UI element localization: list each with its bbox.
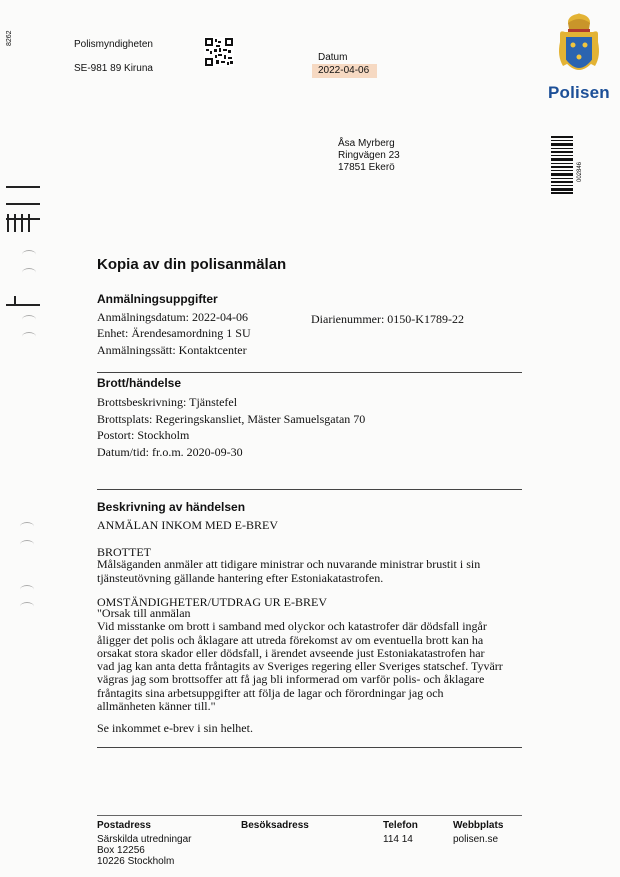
event-intro: ANMÄLAN INKOM MED E-BREV	[97, 518, 278, 532]
report-unit: Enhet: Ärendesamordning 1 SU	[97, 326, 251, 340]
webbplats: polisen.se	[453, 834, 499, 845]
omst-heading: OMSTÄNDIGHETER/UTDRAG UR E-BREV	[97, 595, 327, 609]
omst-text	[97, 607, 527, 713]
crime-postort: Postort: Stockholm	[97, 428, 190, 442]
postadress-label: Postadress	[97, 820, 151, 831]
text-line: Målsäganden anmäler att tidigare ministrar och nuvarande ministrar brustit i sin	[97, 557, 481, 571]
brott-text	[97, 557, 527, 585]
telefon-label: Telefon	[383, 820, 418, 831]
crime-description: Brottsbeskrivning: Tjänstefel	[97, 395, 238, 409]
address-line: Box 12256	[97, 845, 145, 856]
telefon: 114 14	[383, 834, 413, 845]
report-heading: Anmälningsuppgifter	[97, 292, 218, 306]
divider	[97, 372, 522, 373]
date-value: 2022-04-06	[312, 64, 377, 78]
report-date: Anmälningsdatum: 2022-04-06	[97, 310, 248, 324]
text-line: Vid misstanke om brott i samband med olyckor och katastrofer där dödsfall ingår	[97, 619, 487, 634]
recipient-street: Ringvägen 23	[338, 150, 400, 161]
logo-text: Polisen	[548, 83, 610, 102]
sender-org: Polismyndigheten	[74, 39, 153, 50]
address-line: 10226 Stockholm	[97, 856, 175, 867]
divider	[97, 747, 522, 748]
crime-datetime: Datum/tid: fr.o.m. 2020-09-30	[97, 445, 243, 459]
barcode-icon	[551, 136, 573, 194]
report-method: Anmälningssätt: Kontaktcenter	[97, 343, 247, 357]
recipient-city: 17851 Ekerö	[338, 162, 395, 173]
page-number: 8262	[6, 30, 13, 46]
sender-address: SE-981 89 Kiruna	[74, 63, 153, 74]
police-crest-icon	[557, 12, 601, 84]
text-line: fråntagits sina arbetsuppgifter att följa de lagar och förordningar jag och	[97, 685, 444, 700]
divider	[97, 489, 522, 490]
closing-text: Se inkommet e-brev i sin helhet.	[97, 721, 253, 735]
address-line: Särskilda utredningar	[97, 834, 192, 845]
event-heading: Beskrivning av händelsen	[97, 500, 246, 514]
webbplats-label: Webbplats	[453, 820, 504, 831]
text-line: åligger det polis och åklagare att utreda förekomst av om eventuella brott kan ha	[97, 632, 484, 647]
footer-divider	[97, 815, 522, 816]
barcode-number: 002846	[577, 161, 583, 182]
text-line: "Orsak till anmälan	[97, 606, 191, 620]
postadress	[97, 834, 192, 867]
date-label: Datum	[318, 52, 348, 63]
text-line: tjänsteutövning gällande hantering efter Estoniakatastrofen.	[97, 571, 384, 585]
diary-number: Diarienummer: 0150-K1789-22	[311, 312, 464, 326]
crime-heading: Brott/händelse	[97, 376, 182, 390]
text-line: vad jag kan anta detta fråntagits av Sveriges regering eller Sveriges statschef. Tyvärr	[97, 659, 503, 674]
recipient-name: Åsa Myrberg	[338, 138, 395, 149]
text-line: allmänheten känner till."	[97, 699, 216, 714]
text-line: orsakat stora skador eller dödsfall, i ärendet avseende just Estoniakatastrofen har	[97, 645, 485, 660]
crime-place: Brottsplats: Regeringskansliet, Mäster Samuelsgatan 70	[97, 412, 366, 426]
brott-heading: BROTTET	[97, 545, 151, 559]
page-title: Kopia av din polisanmälan	[97, 256, 287, 273]
text-line: vägras jag som brottsoffer att få jag bli informerad om varför polis- och åklagare	[97, 672, 485, 687]
qr-code-icon	[204, 37, 234, 67]
besoksadress-label: Besöksadress	[241, 820, 309, 831]
